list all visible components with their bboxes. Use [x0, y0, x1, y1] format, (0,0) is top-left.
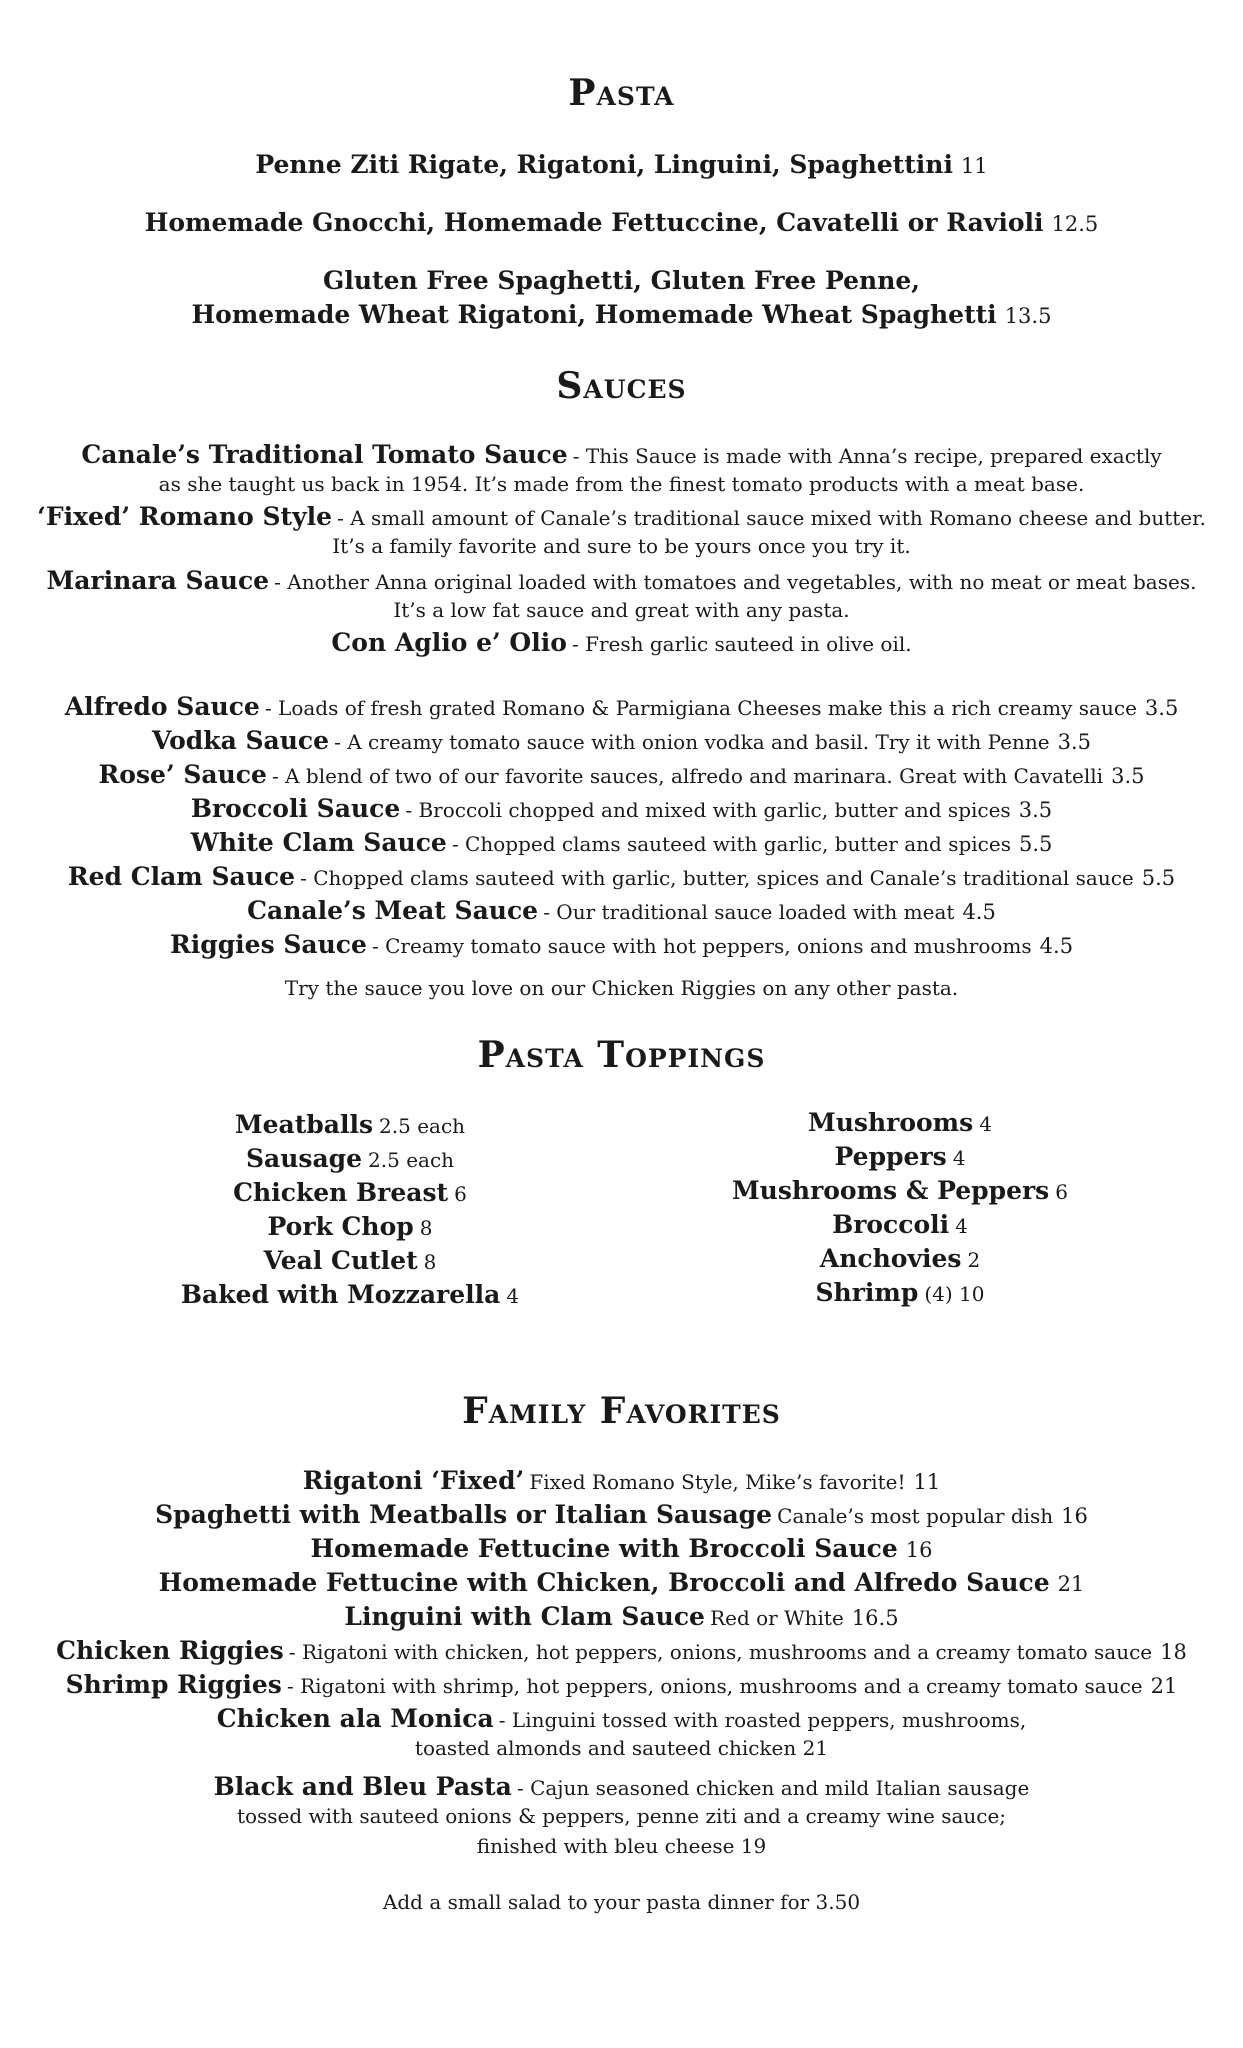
sauce-addon-item: Canale’s Meat Sauce - Our traditional sauce loaded with meat 4.5 — [247, 896, 996, 925]
sauce-addon-item: Alfredo Sauce - Loads of fresh grated Romano & Parmigiana Cheeses make this a rich creamy sauce 3.5 — [64, 692, 1179, 721]
pasta-line: Homemade Gnocchi, Homemade Fettuccine, Cavatelli or Ravioli 12.5 — [144, 208, 1099, 237]
section-title-sauces: Sauces — [556, 365, 687, 407]
favorite-item: Chicken Riggies - Rigatoni with chicken, hot peppers, onions, mushrooms and a creamy tomato sauce 18 — [56, 1636, 1187, 1665]
topping-item: Mushrooms & Peppers 6 — [731, 1176, 1068, 1205]
topping-item: Peppers 4 — [834, 1142, 966, 1171]
topping-item: Veal Cutlet 8 — [263, 1246, 437, 1275]
topping-item: Baked with Mozzarella 4 — [180, 1280, 520, 1309]
sauce-item: ‘Fixed’ Romano Style - A small amount of Canale’s traditional sauce mixed with Romano cheese and butter. — [37, 502, 1206, 531]
footer-note: Add a small salad to your pasta dinner for 3.50 — [382, 1890, 861, 1914]
sauce-item: Canale’s Traditional Tomato Sauce - This Sauce is made with Anna’s recipe, prepared exactly — [81, 440, 1162, 469]
section-title-family-favorites: Family Favorites — [462, 1390, 781, 1432]
topping-item: Sausage 2.5 each — [245, 1144, 455, 1173]
sauce-addon-item: Broccoli Sauce - Broccoli chopped and mixed with garlic, butter and spices 3.5 — [190, 794, 1053, 823]
sauce-addon-item: Vodka Sauce - A creamy tomato sauce with onion vodka and basil. Try it with Penne 3.5 — [152, 726, 1091, 755]
pasta-line: Gluten Free Spaghetti, Gluten Free Penne, — [323, 266, 920, 295]
sauce-addon-item: Red Clam Sauce - Chopped clams sauteed with garlic, butter, spices and Canale’s traditional sauce 5.5 — [67, 862, 1176, 891]
favorite-item: Homemade Fettucine with Broccoli Sauce 16 — [310, 1534, 933, 1563]
favorite-item: Black and Bleu Pasta - Cajun seasoned chicken and mild Italian sausage — [213, 1772, 1030, 1801]
favorite-item: Rigatoni ‘Fixed’ Fixed Romano Style, Mike’s favorite! 11 — [302, 1466, 941, 1495]
favorite-item: Chicken ala Monica - Linguini tossed with roasted peppers, mushrooms, — [216, 1704, 1027, 1733]
toppings-right-column — [710, 1106, 1090, 1310]
favorite-item-continued: tossed with sauteed onions & peppers, penne ziti and a creamy wine sauce; — [236, 1804, 1007, 1828]
favorite-item: Linguini with Clam Sauce Red or White 16.5 — [344, 1602, 899, 1631]
topping-item: Broccoli 4 — [832, 1210, 968, 1239]
sauce-addon-item: White Clam Sauce - Chopped clams sauteed with garlic, butter and spices 5.5 — [190, 828, 1053, 857]
pasta-line: Homemade Wheat Rigatoni, Homemade Wheat Spaghetti 13.5 — [191, 300, 1052, 329]
toppings-left-column — [160, 1108, 540, 1312]
sauce-item: Con Aglio e’ Olio - Fresh garlic sauteed in olive oil. — [331, 628, 912, 657]
sauce-item: Marinara Sauce - Another Anna original loaded with tomatoes and vegetables, with no meat or meat bases. — [46, 566, 1197, 595]
topping-item: Meatballs 2.5 each — [234, 1110, 466, 1139]
sauce-addon-item: Rose’ Sauce - A blend of two of our favorite sauces, alfredo and marinara. Great with Cavatelli 3.5 — [98, 760, 1145, 789]
section-title-toppings: Pasta Toppings — [477, 1034, 766, 1076]
favorite-item: Spaghetti with Meatballs or Italian Sausage Canale’s most popular dish 16 — [155, 1500, 1088, 1529]
sauce-addon-item: Riggies Sauce - Creamy tomato sauce with hot peppers, onions and mushrooms 4.5 — [169, 930, 1074, 959]
favorite-item: Shrimp Riggies - Rigatoni with shrimp, hot peppers, onions, mushrooms and a creamy tomato sauce 21 — [65, 1670, 1178, 1699]
topping-item: Shrimp (4) 10 — [815, 1278, 985, 1307]
sauce-note: Try the sauce you love on our Chicken Riggies on any other pasta. — [284, 976, 959, 1000]
favorite-item: Homemade Fettucine with Chicken, Broccoli and Alfredo Sauce 21 — [158, 1568, 1085, 1597]
pasta-line: Penne Ziti Rigate, Rigatoni, Linguini, Spaghettini 11 — [255, 150, 988, 179]
sauce-item-continued: as she taught us back in 1954. It’s made from the finest tomato products with a meat base. — [158, 472, 1085, 496]
section-title-pasta: Pasta — [568, 72, 675, 114]
topping-item: Pork Chop 8 — [267, 1212, 433, 1241]
topping-item: Mushrooms 4 — [808, 1108, 992, 1137]
sauce-item-continued: It’s a family favorite and sure to be yours once you try it. — [332, 534, 911, 558]
favorite-item-continued: finished with bleu cheese 19 — [476, 1834, 767, 1858]
sauce-item-continued: It’s a low fat sauce and great with any pasta. — [393, 598, 850, 622]
favorite-item-continued: toasted almonds and sauteed chicken 21 — [414, 1736, 829, 1760]
topping-item: Anchovies 2 — [819, 1244, 981, 1273]
topping-item: Chicken Breast 6 — [233, 1178, 467, 1207]
